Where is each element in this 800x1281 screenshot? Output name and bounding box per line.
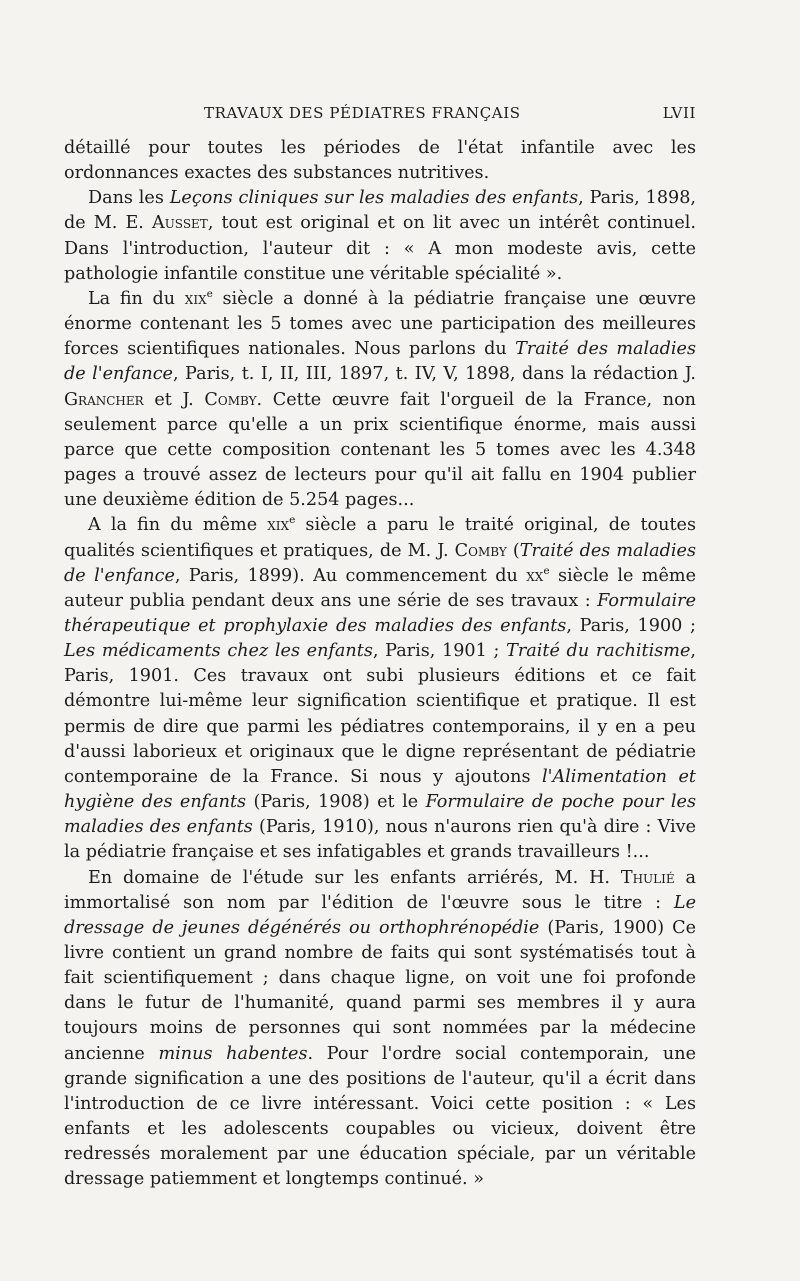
text-run: siècle a donné à la pédiatrie française une œuvre énorme contenant les 5 tomes avec une participation des meilleures forces scientifiques nationales. Nous parlons du [64,288,696,360]
text-run: . Cette œuvre fait l'orgueil de la France, non seulement parce qu'elle a un prix scientifique énorme, mais aussi parce que cette composition contenant les 5 tomes avec les 4.348 pages a trouvé assez de lecteurs pour qu'il ait fallu en 1904 publier une deuxième édition de 5.254 pages... [64,389,697,511]
text-run: , Paris, 1898, de M. E. [64,188,696,234]
italic-title: Traité des maladies de l'enfance [64,339,696,385]
italic-title: Les médicaments chez les enfants [64,641,373,662]
page-number: LVII [662,104,696,122]
italic-title: Traité du rachitisme [506,641,691,662]
italic-title: Traité des maladies de l'enfance [64,540,696,586]
small-caps-name: Grancher [64,389,144,410]
text-run: . Pour l'ordre social contemporain, une grande signification a une des positions de l'auteur, qu'il a écrit dans l'introduction de ce livre intéressant. Voici cette position : « Les enfants et les adolescents coupables ou vicieux, doivent être redressés moralement par une éducation spéciale, par un véritable dressage patiemment et longtemps continué. » [64,1043,696,1190]
small-caps-name: Comby [204,389,257,410]
running-title: TRAVAUX DES PÉDIATRES FRANÇAIS [204,104,521,122]
text-run: En domaine de l'étude sur les enfants arriérés, M. H. [88,867,621,888]
text-run: siècle a paru le traité original, de toutes qualités scientifiques et pratiques, de M. J. [64,515,696,561]
small-caps-name: xix [184,288,207,309]
text-run: (Paris, 1908) et le [246,792,426,813]
text-run: A la fin du même [88,515,268,536]
text-run: ( [506,540,520,561]
small-caps-name: Ausset [151,213,208,234]
text-run: , Paris, 1901. Ces travaux ont subi plusieurs éditions et ce fait démontre lui-même leur signification scientifique et pratique. Il est permis de dire que parmi les pédiatres contemporains, il y en a peu d'aussi laborieux et originaux que le digne représentant de pédiatrie contemporaine de la France. Si nous y ajoutons [64,641,696,787]
superscript: e [206,288,213,301]
text-run: (Paris, 1900) Ce livre contient un grand nombre de faits qui sont systématisés tout à fait scientifiquement ; dans chaque ligne, on voit une foi profonde dans le futur de l'humanité, quand parmi ses membres il y aura toujours moins de personnes qui sont nommées par la médecine ancienne [64,917,696,1064]
text-run: , Paris, t. I, II, III, 1897, t. IV, V, 1898, dans la rédaction J. [172,364,696,385]
paragraph [64,866,696,1193]
superscript: e [543,564,550,577]
superscript: e [289,514,296,527]
paragraph [64,513,696,865]
small-caps-name: xix [267,515,290,536]
text-run: et J. [143,389,205,410]
paragraph [64,186,696,287]
small-caps-name: xx [526,565,544,586]
body-text [64,136,696,1193]
italic-title: Le dressage de jeunes dégénérés ou orthophrénopédie [64,892,696,938]
text-run: , Paris, 1901 ; [372,641,507,662]
paragraph [64,136,696,186]
small-caps-name: Comby [454,540,507,561]
text-run: La fin du [88,288,185,309]
text-run: siècle le même auteur publia pendant deux ans une série de ses travaux : [64,565,696,611]
text-run: , tout est original et on lit avec un intérêt continuel. Dans l'introduction, l'auteur dit : « A mon modeste avis, cette pathologie infantile constitue une véritable spécialité ». [64,213,696,284]
italic-title: Leçons cliniques sur les maladies des enfants [169,188,579,209]
italic-title: minus habentes [158,1043,308,1064]
text-run: , Paris, 1900 ; [566,615,696,636]
text-run: a immortalisé son nom par l'édition de l'œuvre sous le titre : [64,867,696,913]
text-run: , Paris, 1899). Au commencement du [174,565,527,586]
text-run: (Paris, 1910), nous n'aurons rien qu'à dire : Vive la pédiatrie française et ses infatigables et grands travailleurs !... [64,817,696,863]
small-caps-name: Thulié [620,867,675,888]
text-run: détaillé pour toutes les périodes de l'état infantile avec les ordonnances exactes des substances nutritives. [64,138,696,184]
italic-title: Formulaire thérapeutique et prophylaxie des maladies des enfants [64,590,696,636]
italic-title: l'Alimentation et hygiène des enfants [64,766,696,813]
italic-title: Formulaire de poche pour les maladies des enfants [64,792,696,838]
paragraph [64,287,696,513]
text-run: Dans les [88,188,170,209]
